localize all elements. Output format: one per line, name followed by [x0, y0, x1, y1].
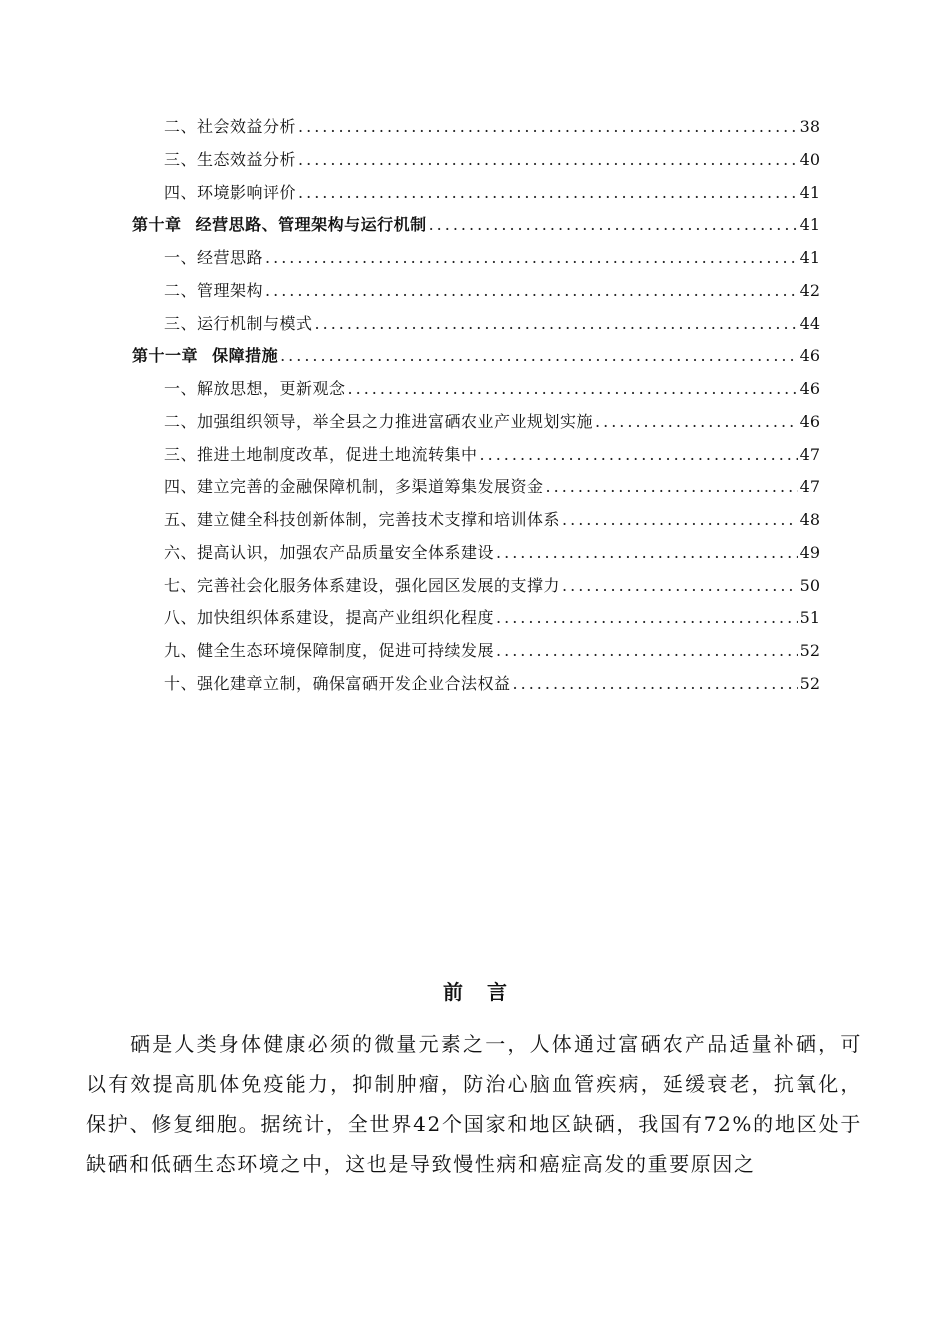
toc-entry-title: 九、健全生态环境保障制度，促进可持续发展 — [164, 641, 495, 660]
toc-section-entry[interactable] — [164, 308, 820, 340]
toc-page-number: 50 — [799, 575, 820, 595]
toc-page-number: 41 — [799, 248, 820, 267]
toc-section-entry[interactable] — [164, 635, 820, 667]
toc-leader-dots — [595, 406, 798, 438]
toc-page-number: 46 — [799, 346, 820, 366]
toc-entry-title: 二、加强组织领导，举全县之力推进富硒农业产业规划实施 — [164, 411, 594, 431]
toc-section-entry[interactable] — [164, 537, 820, 569]
preface-paragraph: 硒是人类身体健康必须的微量元素之一，人体通过富硒农产品适量补硒，可以有效提高肌体免疫能力，抑制肿瘤，防治心脑血管疾病，延缓衰老，抗氧化，保护、修复细胞。据统计，全世界42个国家和地区缺硒，我国有72%的地区处于缺硒和低硒生态环境之中，这也是导致慢性病和癌症高发的重要原因之 — [86, 1032, 862, 1176]
toc-entry-title: 七、完善社会化服务体系建设，强化园区发展的支撑力 — [164, 575, 561, 595]
toc-leader-dots — [429, 209, 798, 241]
toc-chapter-entry[interactable] — [132, 340, 820, 372]
toc-leader-dots — [298, 144, 798, 176]
toc-entry-title: 四、环境影响评价 — [164, 182, 297, 202]
toc-section-entry[interactable] — [164, 439, 820, 471]
toc-leader-dots — [496, 635, 798, 667]
toc-section-entry[interactable] — [164, 242, 820, 274]
toc-entry-title: 一、解放思想，更新观念 — [164, 379, 346, 398]
preface-title: 前言 — [443, 980, 531, 1004]
toc-section-entry[interactable] — [164, 177, 820, 209]
toc-section-entry[interactable] — [164, 373, 820, 405]
toc-section-entry[interactable] — [164, 406, 820, 438]
toc-entry-title: 一、经营思路 — [164, 248, 264, 267]
toc-leader-dots — [496, 602, 798, 634]
toc-leader-dots — [265, 242, 798, 274]
toc-page-number: 48 — [799, 510, 820, 529]
toc-entry-title: 五、建立健全科技创新体制，完善技术支撑和培训体系 — [164, 510, 561, 529]
toc-entry-title: 八、加快组织体系建设，提高产业组织化程度 — [164, 608, 495, 628]
toc-entry-title: 十、强化建章立制，确保富硒开发企业合法权益 — [164, 673, 511, 693]
toc-page-number: 42 — [799, 280, 820, 300]
toc-section-entry[interactable] — [164, 144, 820, 176]
toc-leader-dots — [562, 570, 798, 602]
toc-page-number: 46 — [799, 379, 820, 398]
toc-leader-dots — [480, 439, 798, 471]
toc-entry-title: 四、建立完善的金融保障机制，多渠道筹集发展资金 — [164, 477, 544, 497]
toc-page-number: 51 — [799, 608, 820, 628]
toc-chapter-entry[interactable] — [132, 209, 820, 241]
toc-page-number: 38 — [799, 117, 820, 136]
toc-section-entry[interactable] — [164, 668, 820, 700]
toc-leader-dots — [265, 275, 798, 307]
toc-page-number: 47 — [799, 444, 820, 464]
toc-page-number: 52 — [799, 673, 820, 693]
toc-leader-dots — [348, 373, 798, 405]
toc-page-number: 41 — [799, 182, 820, 202]
toc-page-number: 49 — [799, 542, 820, 562]
toc-entry-title: 第十一章 保障措施 — [132, 346, 279, 366]
toc-leader-dots — [496, 537, 798, 569]
toc-entry-title: 二、管理架构 — [164, 280, 264, 300]
toc-page-number: 47 — [799, 477, 820, 497]
toc-leader-dots — [298, 111, 798, 143]
toc-leader-dots — [513, 668, 798, 700]
toc-leader-dots — [315, 308, 798, 340]
toc-section-entry[interactable] — [164, 602, 820, 634]
toc-leader-dots — [280, 340, 798, 372]
toc-page-number: 46 — [799, 411, 820, 431]
toc-page-number: 41 — [799, 215, 820, 235]
toc-leader-dots — [546, 471, 798, 503]
toc-section-entry[interactable] — [164, 504, 820, 536]
toc-entry-title: 三、运行机制与模式 — [164, 313, 313, 333]
toc-section-entry[interactable] — [164, 471, 820, 503]
toc-page-number: 44 — [799, 313, 820, 333]
toc-entry-title: 六、提高认识，加强农产品质量安全体系建设 — [164, 542, 495, 562]
toc-page-number: 52 — [799, 641, 820, 660]
toc-section-entry[interactable] — [164, 570, 820, 602]
toc-section-entry[interactable] — [164, 275, 820, 307]
toc-entry-title: 二、社会效益分析 — [164, 117, 297, 136]
toc-leader-dots — [298, 177, 798, 209]
toc-entry-title: 三、推进土地制度改革，促进土地流转集中 — [164, 444, 478, 464]
toc-page-number: 40 — [799, 149, 820, 169]
toc-entry-title: 三、生态效益分析 — [164, 149, 297, 169]
toc-section-entry[interactable] — [164, 111, 820, 143]
toc-entry-title: 第十章 经营思路、管理架构与运行机制 — [132, 215, 427, 235]
toc-leader-dots — [562, 504, 798, 536]
